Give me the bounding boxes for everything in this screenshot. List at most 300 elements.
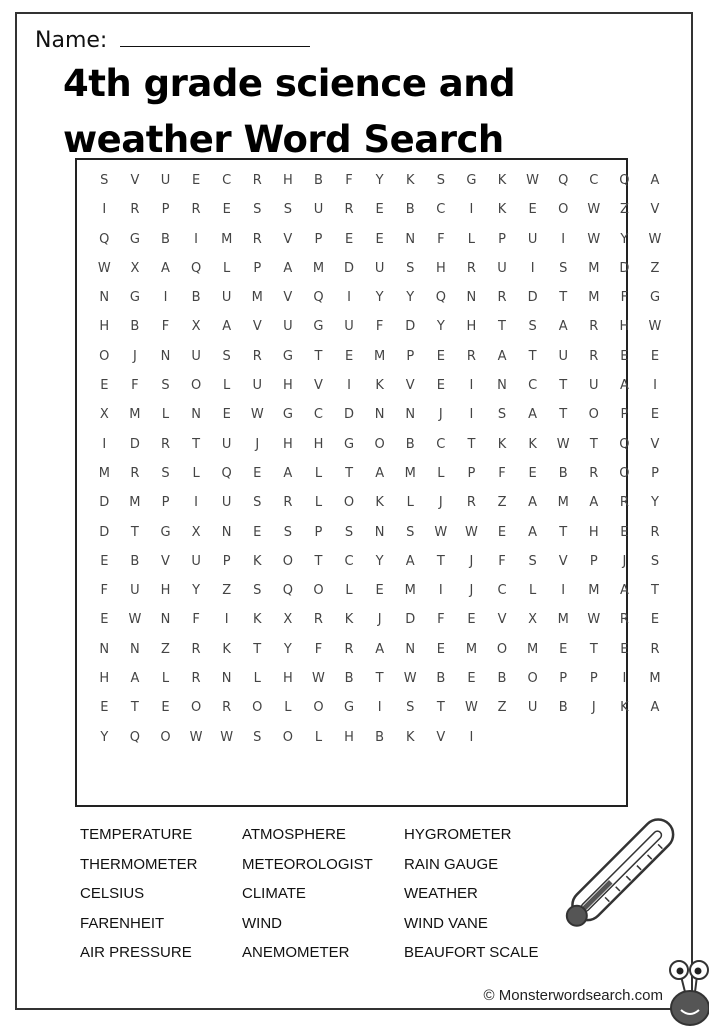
grid-letter[interactable]: W — [220, 729, 234, 745]
grid-letter[interactable]: N — [466, 290, 477, 306]
grid-letter[interactable]: F — [498, 553, 506, 569]
grid-letter[interactable]: S — [559, 260, 568, 276]
grid-letter[interactable]: L — [437, 465, 445, 481]
grid-letter[interactable]: P — [253, 260, 262, 276]
grid-letter[interactable]: M — [251, 290, 263, 306]
grid-letter[interactable]: L — [467, 231, 476, 247]
grid-letter[interactable]: A — [558, 319, 568, 335]
grid-letter[interactable]: Q — [435, 290, 446, 306]
grid-letter[interactable]: Z — [497, 700, 507, 716]
grid-letter[interactable]: S — [222, 348, 231, 364]
grid-letter[interactable]: W — [189, 729, 203, 745]
grid-letter[interactable]: J — [132, 348, 137, 364]
grid-letter[interactable]: J — [438, 407, 443, 423]
grid-letter[interactable]: N — [130, 641, 140, 657]
grid-letter[interactable]: B — [130, 553, 140, 569]
grid-letter[interactable]: O — [99, 348, 110, 364]
grid-letter[interactable]: U — [221, 436, 232, 452]
grid-letter[interactable]: E — [191, 173, 201, 188]
grid-letter[interactable]: T — [314, 348, 323, 364]
grid-letter[interactable]: E — [620, 641, 629, 657]
grid-letter[interactable]: V — [558, 553, 568, 569]
grid-letter[interactable]: E — [222, 202, 231, 218]
grid-letter[interactable]: Q — [619, 173, 630, 188]
grid-letter[interactable]: R — [252, 173, 262, 188]
grid-letter[interactable]: W — [250, 407, 264, 423]
grid-letter[interactable]: G — [129, 290, 140, 306]
grid-letter[interactable]: E — [253, 524, 262, 540]
grid-letter[interactable]: Q — [129, 729, 140, 745]
grid-letter[interactable]: N — [405, 231, 416, 247]
grid-letter[interactable]: I — [102, 202, 107, 218]
grid-letter[interactable]: T — [559, 290, 568, 306]
grid-letter[interactable]: H — [344, 729, 354, 745]
grid-letter[interactable]: X — [528, 612, 538, 628]
grid-letter[interactable]: O — [282, 729, 293, 745]
grid-letter[interactable]: E — [100, 700, 109, 716]
grid-letter[interactable]: E — [650, 407, 660, 423]
grid-letter[interactable]: J — [622, 553, 627, 569]
grid-letter[interactable]: N — [99, 641, 110, 657]
grid-letter[interactable]: D — [527, 290, 538, 306]
grid-letter[interactable]: V — [497, 612, 507, 628]
grid-letter[interactable]: O — [588, 407, 599, 423]
grid-letter[interactable]: R — [466, 495, 476, 511]
grid-letter[interactable]: D — [405, 319, 416, 335]
grid-letter[interactable]: M — [557, 612, 569, 628]
grid-letter[interactable]: H — [282, 378, 293, 394]
grid-letter[interactable]: A — [650, 700, 660, 716]
grid-letter[interactable]: O — [558, 202, 569, 218]
grid-letter[interactable]: M — [527, 641, 539, 657]
grid-letter[interactable]: T — [345, 465, 354, 481]
grid-letter[interactable]: S — [406, 700, 415, 716]
grid-letter[interactable]: Z — [222, 583, 232, 599]
grid-letter[interactable]: U — [589, 378, 599, 394]
grid-letter[interactable]: Q — [282, 583, 293, 599]
grid-letter[interactable]: R — [344, 202, 354, 218]
grid-letter[interactable]: S — [161, 378, 170, 394]
grid-letter[interactable]: G — [160, 524, 171, 540]
grid-letter[interactable]: N — [221, 524, 232, 540]
grid-letter[interactable]: J — [469, 553, 474, 569]
grid-letter[interactable]: F — [498, 465, 506, 481]
grid-letter[interactable]: R — [619, 495, 629, 511]
grid-letter[interactable]: G — [344, 700, 355, 716]
grid-letter[interactable]: U — [497, 260, 507, 276]
grid-letter[interactable]: O — [160, 729, 171, 745]
grid-letter[interactable]: E — [650, 612, 660, 628]
grid-letter[interactable]: I — [163, 290, 168, 306]
grid-letter[interactable]: G — [129, 231, 140, 247]
grid-letter[interactable]: E — [375, 583, 384, 599]
grid-letter[interactable]: A — [528, 524, 538, 540]
grid-letter[interactable]: L — [161, 407, 170, 423]
grid-letter[interactable]: I — [377, 700, 382, 716]
grid-letter[interactable]: L — [345, 583, 353, 599]
grid-letter[interactable]: J — [591, 700, 596, 716]
grid-letter[interactable]: J — [255, 436, 260, 452]
grid-letter[interactable]: Q — [558, 173, 569, 188]
grid-letter[interactable]: Y — [375, 553, 384, 569]
grid-letter[interactable]: Z — [619, 202, 629, 218]
grid-letter[interactable]: P — [589, 671, 598, 687]
grid-letter[interactable]: J — [469, 583, 474, 599]
grid-letter[interactable]: E — [620, 348, 629, 364]
grid-letter[interactable]: V — [650, 436, 660, 452]
grid-letter[interactable]: S — [253, 583, 262, 599]
grid-letter[interactable]: O — [190, 700, 202, 716]
grid-letter[interactable]: B — [558, 465, 568, 481]
grid-letter[interactable]: M — [588, 583, 600, 599]
grid-letter[interactable]: E — [222, 407, 231, 423]
grid-letter[interactable]: C — [436, 202, 446, 218]
grid-letter[interactable]: T — [498, 319, 506, 335]
grid-letter[interactable]: G — [282, 407, 293, 423]
grid-letter[interactable]: L — [161, 671, 170, 687]
grid-letter[interactable]: P — [161, 495, 170, 511]
grid-letter[interactable]: P — [314, 231, 323, 247]
grid-letter[interactable]: R — [619, 612, 629, 628]
grid-letter[interactable]: I — [469, 202, 474, 218]
grid-letter[interactable]: K — [497, 173, 507, 188]
grid-letter[interactable]: T — [559, 378, 568, 394]
grid-letter[interactable]: U — [191, 553, 201, 569]
grid-letter[interactable]: R — [191, 671, 201, 687]
grid-letter[interactable]: P — [559, 671, 568, 687]
grid-letter[interactable]: U — [374, 260, 385, 276]
grid-letter[interactable]: H — [313, 436, 324, 452]
grid-letter[interactable]: S — [406, 524, 415, 540]
grid-letter[interactable]: F — [437, 612, 445, 628]
grid-letter[interactable]: I — [469, 729, 474, 745]
grid-letter[interactable]: B — [375, 729, 385, 745]
grid-letter[interactable]: W — [312, 671, 325, 687]
grid-letter[interactable]: C — [497, 583, 507, 599]
grid-letter[interactable]: S — [497, 407, 507, 423]
grid-letter[interactable]: R — [313, 612, 323, 628]
grid-letter[interactable]: E — [528, 465, 537, 481]
grid-letter[interactable]: L — [223, 378, 231, 394]
grid-letter[interactable]: U — [191, 348, 201, 364]
grid-letter[interactable]: O — [619, 465, 630, 481]
grid-letter[interactable]: C — [436, 436, 446, 452]
grid-letter[interactable]: M — [557, 495, 569, 511]
grid-letter[interactable]: Z — [497, 495, 507, 511]
grid-letter[interactable]: O — [527, 671, 538, 687]
grid-letter[interactable]: E — [375, 202, 384, 218]
grid-letter[interactable]: S — [283, 524, 292, 540]
grid-letter[interactable]: R — [283, 495, 293, 511]
grid-letter[interactable]: S — [253, 729, 262, 745]
grid-letter[interactable]: W — [464, 700, 478, 716]
grid-letter[interactable]: C — [589, 173, 599, 188]
grid-letter[interactable]: A — [589, 495, 599, 511]
grid-letter[interactable]: A — [130, 671, 140, 687]
grid-letter[interactable]: R — [160, 436, 170, 452]
grid-letter[interactable]: N — [405, 641, 416, 657]
grid-letter[interactable]: W — [648, 231, 662, 247]
grid-letter[interactable]: I — [622, 671, 627, 687]
grid-letter[interactable]: E — [253, 465, 262, 481]
grid-letter[interactable]: I — [347, 378, 351, 394]
grid-letter[interactable]: P — [498, 231, 506, 247]
grid-letter[interactable]: E — [161, 700, 170, 716]
grid-letter[interactable]: E — [100, 612, 109, 628]
grid-letter[interactable]: G — [282, 348, 293, 364]
grid-letter[interactable]: N — [160, 612, 171, 628]
grid-letter[interactable]: D — [344, 260, 355, 276]
grid-letter[interactable]: B — [436, 671, 446, 687]
grid-letter[interactable]: N — [160, 348, 171, 364]
grid-letter[interactable]: I — [224, 612, 229, 628]
grid-letter[interactable]: U — [313, 202, 324, 218]
grid-letter[interactable]: J — [377, 612, 382, 628]
grid-letter[interactable]: K — [405, 173, 415, 188]
grid-letter[interactable]: K — [405, 729, 415, 745]
grid-letter[interactable]: M — [588, 260, 600, 276]
grid-letter[interactable]: H — [619, 319, 630, 335]
grid-letter[interactable]: N — [374, 407, 385, 423]
grid-letter[interactable]: E — [344, 231, 354, 247]
grid-letter[interactable]: U — [283, 319, 293, 335]
grid-letter[interactable]: Y — [406, 290, 415, 306]
grid-letter[interactable]: Q — [619, 436, 630, 452]
grid-letter[interactable]: D — [405, 612, 416, 628]
grid-letter[interactable]: G — [344, 436, 355, 452]
grid-letter[interactable]: N — [221, 671, 232, 687]
grid-letter[interactable]: T — [651, 583, 659, 599]
grid-letter[interactable]: M — [404, 465, 416, 481]
grid-letter[interactable]: E — [436, 348, 445, 364]
grid-letter[interactable]: G — [649, 290, 661, 306]
grid-letter[interactable]: I — [561, 583, 566, 599]
grid-letter[interactable]: Y — [436, 319, 445, 335]
grid-letter[interactable]: D — [99, 495, 110, 511]
grid-letter[interactable]: E — [467, 612, 476, 628]
grid-letter[interactable]: D — [129, 436, 140, 452]
grid-letter[interactable]: O — [343, 495, 355, 511]
grid-letter[interactable]: Y — [192, 583, 201, 599]
grid-letter[interactable]: X — [191, 319, 201, 335]
grid-letter[interactable]: O — [252, 700, 263, 716]
grid-letter[interactable]: E — [100, 378, 109, 394]
grid-letter[interactable]: X — [99, 407, 109, 423]
grid-letter[interactable]: M — [129, 495, 141, 511]
grid-letter[interactable]: P — [314, 524, 323, 540]
grid-letter[interactable]: L — [253, 671, 261, 687]
grid-letter[interactable]: I — [530, 260, 535, 276]
grid-letter[interactable]: F — [314, 641, 323, 657]
grid-letter[interactable]: Z — [650, 260, 660, 276]
grid-letter[interactable]: W — [434, 524, 448, 540]
grid-letter[interactable]: M — [404, 583, 416, 599]
grid-letter[interactable]: B — [405, 202, 415, 218]
grid-letter[interactable]: E — [650, 348, 660, 364]
grid-letter[interactable]: S — [436, 173, 445, 188]
grid-letter[interactable]: E — [375, 231, 384, 247]
grid-letter[interactable]: A — [222, 319, 232, 335]
grid-letter[interactable]: Y — [375, 173, 384, 188]
grid-letter[interactable]: Y — [375, 290, 384, 306]
grid-letter[interactable]: P — [589, 553, 598, 569]
grid-letter[interactable]: F — [620, 290, 629, 306]
grid-letter[interactable]: V — [314, 378, 323, 394]
grid-letter[interactable]: K — [253, 612, 262, 628]
grid-letter[interactable]: K — [528, 436, 537, 452]
grid-letter[interactable]: M — [649, 671, 661, 687]
grid-letter[interactable]: U — [527, 231, 538, 247]
grid-letter[interactable]: I — [347, 290, 351, 306]
grid-letter[interactable]: T — [436, 553, 445, 569]
grid-letter[interactable]: I — [469, 407, 474, 423]
grid-letter[interactable]: N — [191, 407, 201, 423]
grid-letter[interactable]: G — [466, 173, 477, 188]
grid-letter[interactable]: A — [619, 378, 629, 394]
grid-letter[interactable]: R — [191, 202, 201, 218]
grid-letter[interactable]: F — [345, 173, 353, 188]
grid-letter[interactable]: T — [528, 348, 537, 364]
grid-letter[interactable]: U — [527, 700, 538, 716]
grid-letter[interactable]: K — [375, 378, 384, 394]
grid-letter[interactable]: J — [438, 495, 443, 511]
grid-letter[interactable]: I — [194, 495, 198, 511]
grid-letter[interactable]: S — [528, 553, 537, 569]
grid-letter[interactable]: T — [130, 524, 139, 540]
grid-letter[interactable]: R — [222, 700, 232, 716]
grid-letter[interactable]: A — [619, 583, 629, 599]
grid-letter[interactable]: W — [648, 319, 662, 335]
grid-letter[interactable]: B — [161, 231, 170, 247]
grid-letter[interactable]: U — [221, 290, 232, 306]
grid-letter[interactable]: O — [313, 700, 324, 716]
grid-letter[interactable]: I — [102, 436, 107, 452]
grid-letter[interactable]: O — [282, 553, 293, 569]
grid-letter[interactable]: B — [497, 671, 507, 687]
grid-letter[interactable]: R — [344, 641, 354, 657]
grid-letter[interactable]: T — [253, 641, 262, 657]
grid-letter[interactable]: V — [130, 173, 140, 188]
grid-letter[interactable]: E — [497, 524, 507, 540]
grid-letter[interactable]: Q — [190, 260, 202, 276]
grid-letter[interactable]: E — [620, 524, 629, 540]
grid-letter[interactable]: G — [313, 319, 324, 335]
grid-letter[interactable]: O — [374, 436, 385, 452]
grid-letter[interactable]: R — [252, 231, 262, 247]
grid-letter[interactable]: K — [620, 700, 629, 716]
grid-letter[interactable]: L — [223, 260, 231, 276]
grid-letter[interactable]: W — [587, 231, 601, 247]
grid-letter[interactable]: M — [465, 641, 478, 657]
grid-letter[interactable]: A — [161, 260, 170, 276]
grid-letter[interactable]: V — [161, 553, 170, 569]
grid-letter[interactable]: T — [130, 700, 139, 716]
grid-letter[interactable]: B — [405, 436, 415, 452]
grid-letter[interactable]: S — [253, 495, 262, 511]
grid-letter[interactable]: U — [130, 583, 140, 599]
grid-letter[interactable]: I — [438, 583, 443, 599]
grid-letter[interactable]: R — [589, 465, 599, 481]
grid-letter[interactable]: P — [222, 553, 231, 569]
grid-letter[interactable]: R — [466, 260, 476, 276]
grid-letter[interactable]: H — [466, 319, 477, 335]
grid-letter[interactable]: T — [314, 553, 323, 569]
grid-letter[interactable]: B — [558, 700, 568, 716]
grid-letter[interactable]: S — [100, 173, 109, 188]
grid-letter[interactable]: W — [464, 524, 478, 540]
grid-letter[interactable]: V — [650, 202, 660, 218]
grid-letter[interactable]: I — [653, 378, 657, 394]
grid-letter[interactable]: M — [98, 465, 110, 481]
grid-letter[interactable]: H — [435, 260, 446, 276]
grid-letter[interactable]: N — [374, 524, 385, 540]
grid-letter[interactable]: P — [651, 465, 659, 481]
grid-letter[interactable]: I — [194, 231, 198, 247]
grid-letter[interactable]: E — [436, 641, 445, 657]
grid-letter[interactable]: S — [253, 202, 262, 218]
grid-letter[interactable]: H — [99, 319, 110, 335]
grid-letter[interactable]: N — [497, 378, 507, 394]
grid-letter[interactable]: R — [130, 202, 140, 218]
grid-letter[interactable]: E — [528, 202, 537, 218]
grid-letter[interactable]: X — [191, 524, 201, 540]
grid-letter[interactable]: S — [283, 202, 292, 218]
grid-letter[interactable]: A — [405, 553, 415, 569]
grid-letter[interactable]: F — [375, 319, 384, 335]
grid-letter[interactable]: A — [283, 465, 293, 481]
grid-letter[interactable]: M — [588, 290, 600, 306]
grid-letter[interactable]: K — [497, 202, 507, 218]
grid-letter[interactable]: K — [344, 612, 354, 628]
grid-letter[interactable]: D — [99, 524, 110, 540]
grid-letter[interactable]: H — [99, 671, 110, 687]
grid-letter[interactable]: P — [161, 202, 170, 218]
grid-letter[interactable]: L — [528, 583, 537, 599]
grid-letter[interactable]: R — [650, 641, 660, 657]
grid-letter[interactable]: U — [558, 348, 568, 364]
grid-letter[interactable]: L — [192, 465, 200, 481]
grid-letter[interactable]: N — [405, 407, 416, 423]
grid-letter[interactable]: V — [252, 319, 262, 335]
grid-letter[interactable]: Y — [100, 729, 109, 745]
grid-letter[interactable]: P — [406, 348, 415, 364]
grid-letter[interactable]: I — [469, 378, 474, 394]
grid-letter[interactable]: T — [375, 671, 384, 687]
grid-letter[interactable]: H — [160, 583, 171, 599]
grid-letter[interactable]: S — [650, 553, 660, 569]
grid-letter[interactable]: B — [344, 671, 354, 687]
grid-letter[interactable]: W — [587, 202, 601, 218]
grid-letter[interactable]: R — [589, 319, 599, 335]
grid-letter[interactable]: C — [313, 407, 323, 423]
grid-letter[interactable]: H — [588, 524, 599, 540]
grid-letter[interactable]: K — [375, 495, 384, 511]
grid-letter[interactable]: A — [528, 495, 538, 511]
grid-letter[interactable]: W — [587, 612, 601, 628]
grid-letter[interactable]: H — [282, 436, 293, 452]
grid-letter[interactable]: X — [130, 260, 140, 276]
grid-letter[interactable]: W — [526, 173, 540, 188]
grid-letter[interactable]: F — [192, 612, 200, 628]
grid-letter[interactable]: O — [496, 641, 508, 657]
grid-letter[interactable]: W — [556, 436, 570, 452]
grid-letter[interactable]: R — [650, 524, 660, 540]
grid-letter[interactable]: T — [436, 700, 445, 716]
grid-letter[interactable]: B — [130, 319, 140, 335]
grid-letter[interactable]: C — [528, 378, 538, 394]
grid-letter[interactable]: F — [437, 231, 445, 247]
grid-letter[interactable]: U — [252, 378, 263, 394]
